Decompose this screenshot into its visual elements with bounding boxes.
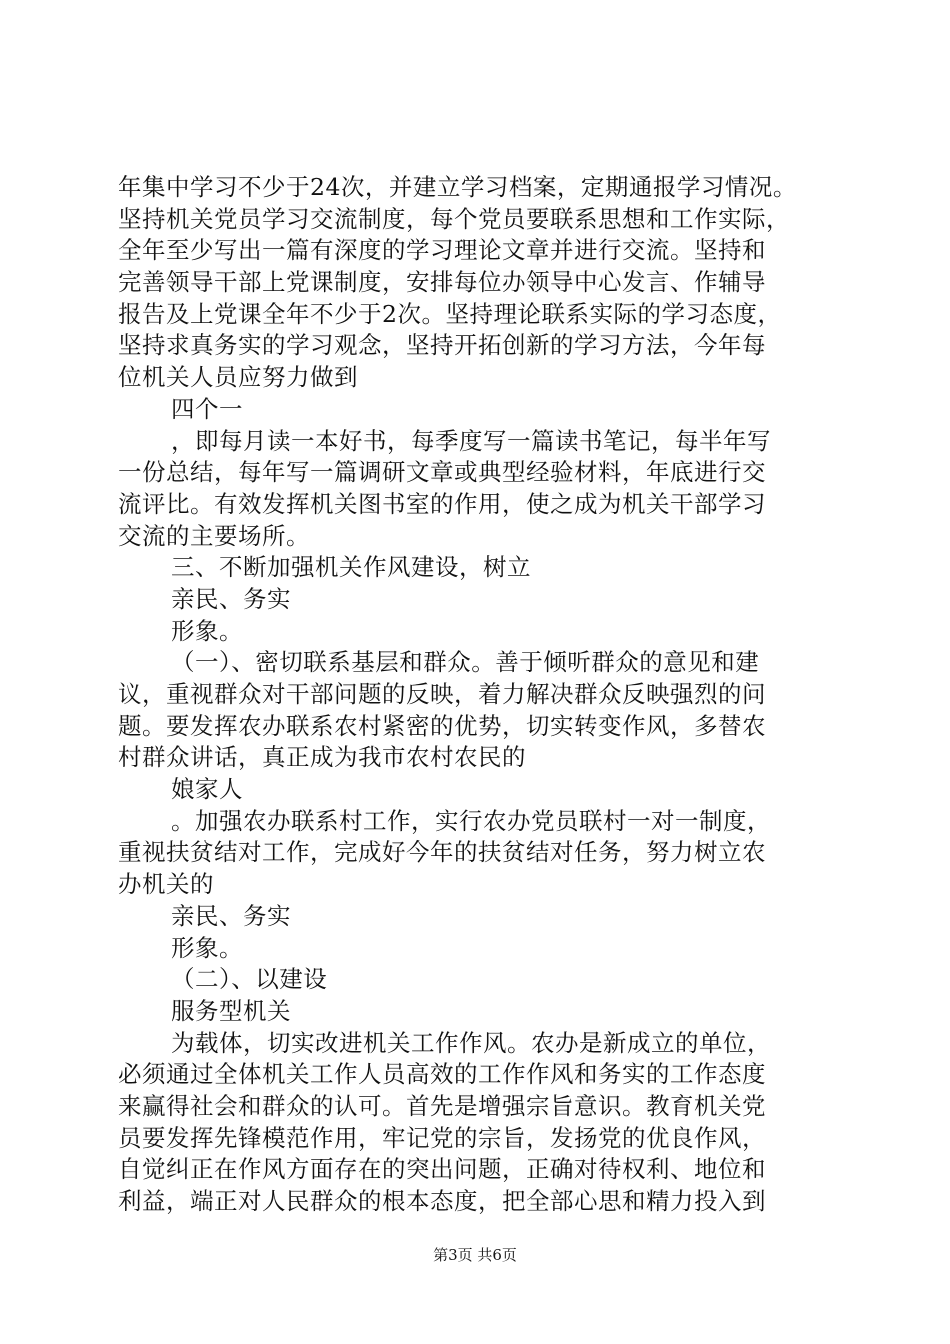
text-line: 来赢得社会和群众的认可。首先是增强宗旨意识。教育机关党 bbox=[118, 1091, 766, 1120]
text-line: 年集中学习不少于24次，并建立学习档案，定期通报学习情况。 bbox=[118, 173, 797, 201]
text-line: 形象。 bbox=[171, 616, 243, 645]
document-body bbox=[118, 172, 838, 1218]
text-line: 流评比。有效发挥机关图书室的作用，使之成为机关干部学习 bbox=[118, 489, 766, 518]
text-line: 完善领导干部上党课制度，安排每位办领导中心发言、作辅导 bbox=[118, 268, 766, 297]
text-line: 利益，端正对人民群众的根本态度，把全部心思和精力投入到 bbox=[118, 1187, 766, 1215]
text-line: 村群众讲话，真正成为我市农村农民的 bbox=[118, 743, 526, 772]
text-line: 一份总结，每年写一篇调研文章或典型经验材料，年底进行交 bbox=[118, 458, 766, 487]
text-line: （二）、以建设 bbox=[171, 965, 328, 994]
page-footer: 第3页 共6页 bbox=[433, 1246, 517, 1264]
text-line: 为载体，切实改进机关工作作风。农办是新成立的单位， bbox=[171, 1028, 771, 1057]
text-line: 亲民、务实 bbox=[171, 584, 291, 613]
text-line: 议，重视群众对干部问题的反映，着力解决群众反映强烈的问 bbox=[118, 680, 766, 708]
text-line: 办机关的 bbox=[118, 870, 214, 899]
text-line: 四个一 bbox=[171, 394, 243, 423]
text-line: 坚持求真务实的学习观念，坚持开拓创新的学习方法，今年每 bbox=[118, 331, 766, 360]
text-line: 题。要发挥农办联系农村紧密的优势，切实转变作风，多替农 bbox=[118, 711, 766, 740]
text-line: 自觉纠正在作风方面存在的突出问题，正确对待权利、地位和 bbox=[118, 1155, 766, 1184]
text-line: 员要发挥先锋模范作用，牢记党的宗旨，发扬党的优良作风， bbox=[118, 1123, 766, 1152]
text-line: 。加强农办联系村工作，实行农办党员联村一对一制度， bbox=[171, 806, 771, 835]
text-line: 服务型机关 bbox=[171, 996, 291, 1025]
text-line: 必须通过全体机关工作人员高效的工作作风和务实的工作态度 bbox=[118, 1060, 766, 1089]
text-line: 位机关人员应努力做到 bbox=[118, 363, 358, 392]
text-line: 娘家人 bbox=[171, 775, 243, 804]
text-line: 交流的主要场所。 bbox=[118, 521, 310, 550]
text-line: 坚持机关党员学习交流制度，每个党员要联系思想和工作实际， bbox=[118, 204, 790, 233]
text-line: 三、不断加强机关作风建设，树立 bbox=[171, 553, 531, 582]
text-line: （一）、密切联系基层和群众。善于倾听群众的意见和建 bbox=[171, 648, 760, 677]
text-line: 报告及上党课全年不少于2次。坚持理论联系实际的学习态度， bbox=[118, 299, 782, 328]
text-line: 重视扶贫结对工作，完成好今年的扶贫结对任务，努力树立农 bbox=[118, 838, 766, 867]
text-line: 全年至少写出一篇有深度的学习理论文章并进行交流。坚持和 bbox=[118, 236, 766, 265]
text-line: ，即每月读一本好书，每季度写一篇读书笔记，每半年写 bbox=[171, 426, 771, 455]
text-line: 形象。 bbox=[171, 933, 243, 962]
text-line: 亲民、务实 bbox=[171, 901, 291, 930]
